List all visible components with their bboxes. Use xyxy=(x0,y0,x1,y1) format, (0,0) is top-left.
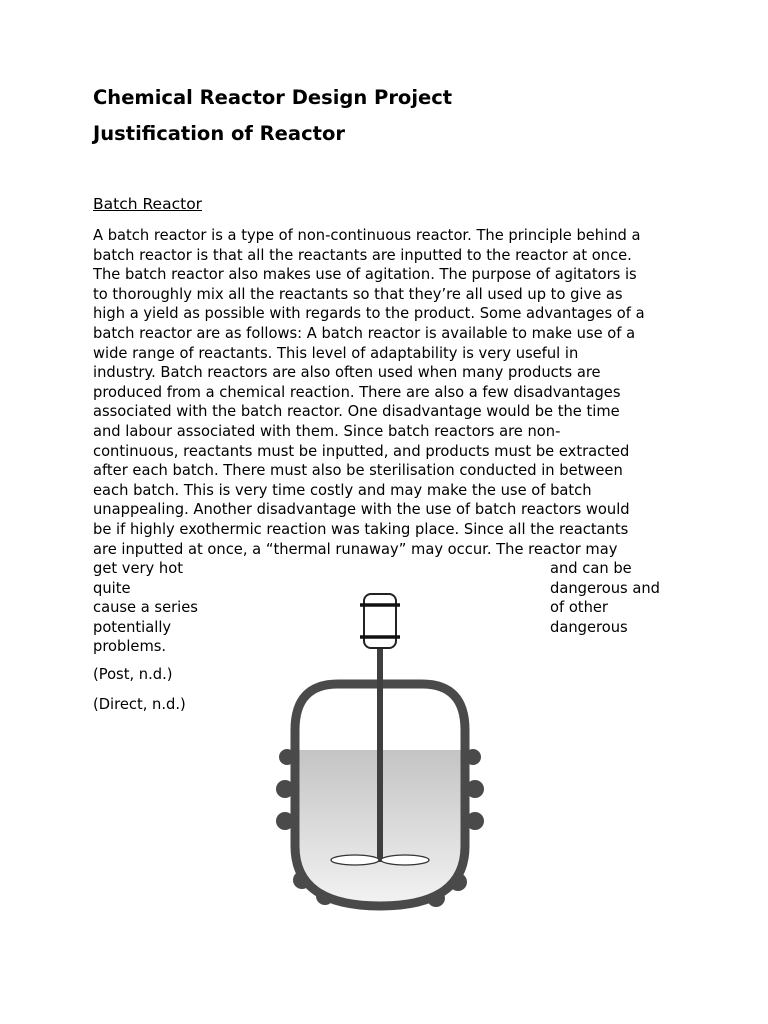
section-heading-batch-reactor: Batch Reactor xyxy=(93,195,203,213)
batch-reactor-diagram-icon xyxy=(270,590,490,915)
paragraph-line: industry. Batch reactors are also often used when many products are xyxy=(93,364,601,382)
document-title: Chemical Reactor Design Project xyxy=(93,86,453,109)
paragraph-line: batch reactor are as follows: A batch reactor is available to make use of a xyxy=(93,324,636,342)
reference-post: (Post, n.d.) xyxy=(93,666,173,683)
impeller-blade xyxy=(381,855,429,865)
paragraph-line: batch reactor is that all the reactants are inputted to the reactor at once. xyxy=(93,246,632,264)
paragraph-line: to thoroughly mix all the reactants so that they’re all used up to give as xyxy=(93,285,623,303)
paragraph-line: The batch reactor also makes use of agitation. The purpose of agitators is xyxy=(93,266,637,284)
impeller-blade xyxy=(331,855,379,865)
wrapped-line-left: potentially xyxy=(93,618,172,636)
batch-reactor-figure xyxy=(270,590,490,915)
wrapped-line-left: cause a series xyxy=(93,599,198,617)
wrapped-line-right: and can be xyxy=(550,560,632,578)
paragraph-line: produced from a chemical reaction. There are also a few disadvantages xyxy=(93,383,621,401)
paragraph-line: after each batch. There must also be sterilisation conducted in between xyxy=(93,462,623,480)
agitator-shaft xyxy=(377,646,383,862)
paragraph-line: high a yield as possible with regards to the product. Some advantages of a xyxy=(93,305,645,323)
paragraph-line: unappealing. Another disadvantage with the use of batch reactors would xyxy=(93,501,630,519)
paragraph-line: each batch. This is very time costly and may make the use of batch xyxy=(93,481,592,499)
agitator-motor xyxy=(364,594,396,648)
wrapped-line xyxy=(93,559,693,579)
paragraph-line: associated with the batch reactor. One disadvantage would be the time xyxy=(93,403,620,421)
wrapped-line-left: quite xyxy=(93,579,131,597)
paragraph-line: and labour associated with them. Since batch reactors are non- xyxy=(93,422,561,440)
paragraph-line: A batch reactor is a type of non-continuous reactor. The principle behind a xyxy=(93,227,641,244)
paragraph-line: wide range of reactants. This level of adaptability is very useful in xyxy=(93,344,579,362)
paragraph-line: are inputted at once, a “thermal runaway” may occur. The reactor may xyxy=(93,540,618,558)
document-subtitle: Justification of Reactor xyxy=(93,122,345,145)
wrapped-line-left: get very hot xyxy=(93,560,183,578)
wrapped-line-right: of other xyxy=(550,599,608,617)
paragraph-last-line: problems. xyxy=(93,638,167,656)
paragraph-line: be if highly exothermic reaction was taking place. Since all the reactants xyxy=(93,520,629,538)
wrapped-line-right: dangerous xyxy=(550,618,628,636)
wrapped-line-right: dangerous and xyxy=(550,579,660,597)
paragraph-line: continuous, reactants must be inputted, and products must be extracted xyxy=(93,442,630,460)
reference-direct: (Direct, n.d.) xyxy=(93,696,186,713)
